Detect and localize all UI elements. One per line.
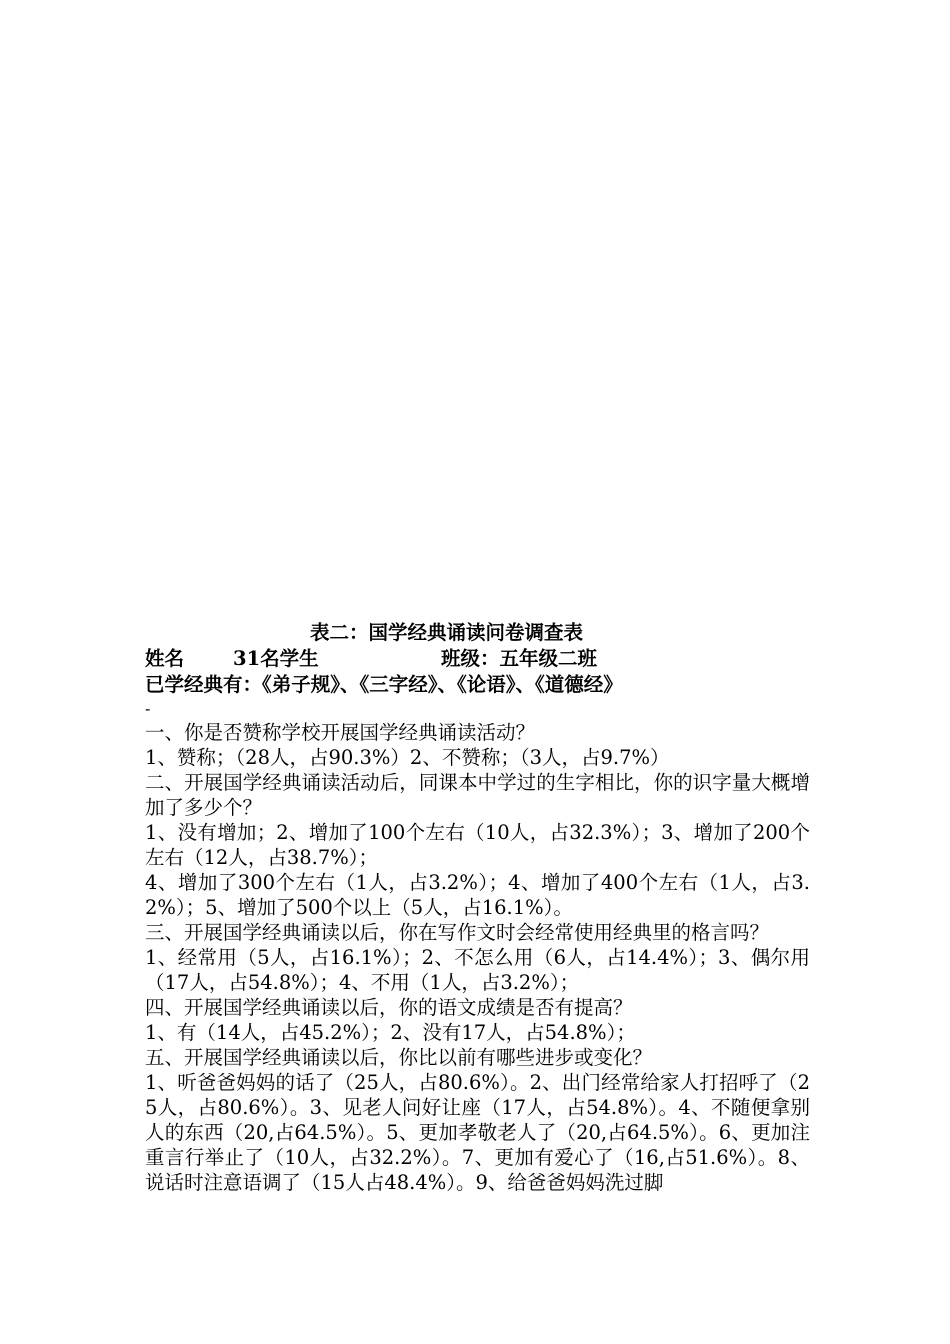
separator-dash: -	[145, 699, 151, 718]
student-info-row	[145, 646, 810, 672]
answer-1: 1、赞称；（28人，占90.3%）2、不赞称；（3人，占9.7%）	[145, 746, 670, 769]
classics-learned: 已学经典有：《弟子规》、《三字经》、《论语》、《道德经》	[145, 673, 623, 696]
name-label: 姓名	[145, 647, 185, 670]
question-5: 五、开展国学经典诵读以后，你比以前有哪些进步或变化？	[145, 1046, 653, 1069]
answer-3: 1、经常用（5人，占16.1%）；2、不怎么用（6人，占14.4%）；3、偶尔用（17人，占54.8%）；4、不用（1人，占3.2%）；	[145, 946, 810, 994]
question-1: 一、你是否赞称学校开展国学经典诵读活动？	[145, 721, 536, 744]
student-count: 31名学生	[233, 647, 319, 670]
question-3: 三、开展国学经典诵读以后，你在写作文时会经常使用经典里的格言吗？	[145, 921, 770, 944]
survey-content	[145, 620, 810, 1195]
question-2: 二、开展国学经典诵读活动后，同课本中学过的生字相比，你的识字量大概增加了多少个？	[145, 771, 810, 819]
page-title: 表二：国学经典诵读问卷调查表	[309, 621, 583, 644]
answer-4: 1、有（14人，占45.2%）；2、没有17人，占54.8%）；	[145, 1021, 636, 1044]
answer-2a: 1、没有增加；2、增加了100个左右（10人，占32.3%）；3、增加了200个左右（12人，占38.7%）；	[145, 821, 810, 869]
answer-5: 1、听爸爸妈妈的话了（25人，占80.6%）。2、出门经常给家人打招呼了（25人，占80.6%）。3、见老人问好让座（17人，占54.8%）。4、不随便拿别人的东西（20,占64.5%）。5、更加孝敬老人了（20,占64.5%）。6、更加注重言行举止了（10人，占32.2%）。7、更加有爱心了（16,占51.6%）。8、说话时注意语调了（15人占48.4%）。9、给爸爸妈妈洗过脚	[145, 1071, 810, 1194]
answer-2b: 4、增加了300个左右（1人，占3.2%）；4、增加了400个左右（1人，占3.2%）；5、增加了500个以上（5人，占16.1%）。	[145, 871, 810, 919]
question-4: 四、开展国学经典诵读以后，你的语文成绩是否有提高？	[145, 996, 633, 1019]
class-info: 班级：五年级二班	[441, 647, 598, 670]
